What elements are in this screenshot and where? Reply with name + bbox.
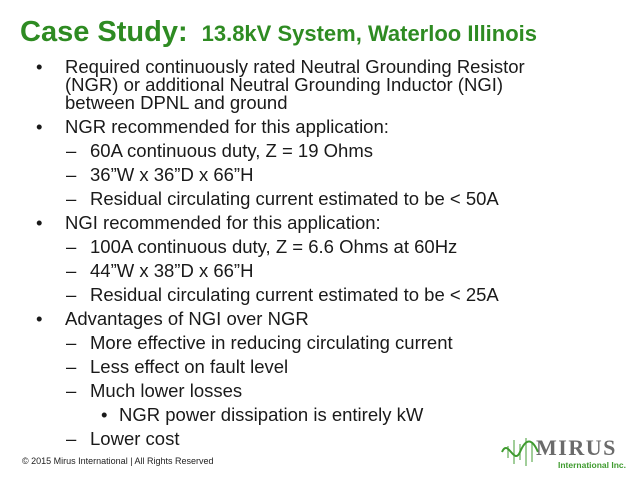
bullet-item-level-1 xyxy=(0,58,638,112)
bullet-text-line: Less effect on fault level xyxy=(90,356,289,377)
bullet-text-line: 60A continuous duty, Z = 19 Ohms xyxy=(90,140,373,161)
bullet-item-level-2 xyxy=(0,358,638,376)
bullet-item-level-2 xyxy=(0,142,638,160)
bullet-text xyxy=(90,238,638,256)
bullet-text-line: Residual circulating current estimated to be < 25A xyxy=(90,284,499,305)
bullet-text-line: Much lower losses xyxy=(90,380,243,401)
bullet-text xyxy=(65,310,638,328)
dash-marker: – xyxy=(66,356,77,377)
bullet-item-level-2 xyxy=(0,334,638,352)
dash-marker: – xyxy=(66,284,77,305)
bullet-item-level-2 xyxy=(0,262,638,280)
logo-wave-icon xyxy=(502,438,538,466)
bullet-text xyxy=(90,286,638,304)
bullet-item-level-2 xyxy=(0,166,638,184)
bullet-item-level-2 xyxy=(0,238,638,256)
bullet-item-level-1 xyxy=(0,118,638,136)
bullet-marker: • xyxy=(101,404,108,425)
bullet-item-level-1 xyxy=(0,310,638,328)
dash-marker: – xyxy=(66,332,77,353)
bullet-item-level-2 xyxy=(0,190,638,208)
dash-marker: – xyxy=(66,380,77,401)
bullet-text xyxy=(90,358,638,376)
bullet-text-line: Residual circulating current estimated to be < 50A xyxy=(90,188,499,209)
bullet-text-line: 44”W x 38”D x 66”H xyxy=(90,260,254,281)
bullet-text xyxy=(90,190,638,208)
logo-name: MIRUS xyxy=(536,435,617,460)
bullet-text xyxy=(90,382,638,400)
bullet-item-level-2 xyxy=(0,286,638,304)
bullet-text xyxy=(65,118,638,136)
dash-marker: – xyxy=(66,260,77,281)
bullet-marker: • xyxy=(36,308,43,329)
mirus-logo xyxy=(498,428,630,472)
bullet-text xyxy=(90,166,638,184)
dash-marker: – xyxy=(66,140,77,161)
bullet-list xyxy=(0,58,638,454)
bullet-marker: • xyxy=(36,116,43,137)
bullet-text-line: Required continuously rated Neutral Grounding Resistor xyxy=(65,56,525,77)
slide-title xyxy=(20,18,537,47)
bullet-text xyxy=(65,214,638,232)
bullet-text xyxy=(119,406,638,424)
logo-tagline: International Inc. xyxy=(558,460,627,470)
dash-marker: – xyxy=(66,428,77,449)
dash-marker: – xyxy=(66,236,77,257)
bullet-text-line: Advantages of NGI over NGR xyxy=(65,308,309,329)
bullet-text-line: More effective in reducing circulating current xyxy=(90,332,453,353)
bullet-text-line: 100A continuous duty, Z = 6.6 Ohms at 60Hz xyxy=(90,236,458,257)
title-main: Case Study: xyxy=(20,16,188,48)
copyright-footer: © 2015 Mirus International | All Rights Reserved xyxy=(22,456,214,466)
bullet-marker: • xyxy=(36,212,43,233)
bullet-marker: • xyxy=(36,56,43,77)
bullet-text-line: between DPNL and ground xyxy=(65,92,288,113)
bullet-text xyxy=(65,58,638,112)
bullet-text xyxy=(90,262,638,280)
bullet-item-level-1 xyxy=(0,214,638,232)
bullet-text-line: (NGR) or additional Neutral Grounding Inductor (NGI) xyxy=(65,74,504,95)
bullet-text xyxy=(90,142,638,160)
bullet-text-line: Lower cost xyxy=(90,428,180,449)
bullet-text-line: NGI recommended for this application: xyxy=(65,212,381,233)
bullet-text-line: NGR recommended for this application: xyxy=(65,116,389,137)
bullet-text-line: NGR power dissipation is entirely kW xyxy=(119,404,424,425)
dash-marker: – xyxy=(66,164,77,185)
bullet-text-line: 36”W x 36”D x 66”H xyxy=(90,164,254,185)
title-subtitle: 13.8kV System, Waterloo Illinois xyxy=(201,21,538,46)
dash-marker: – xyxy=(66,188,77,209)
bullet-item-level-2 xyxy=(0,382,638,400)
bullet-text xyxy=(90,334,638,352)
bullet-item-level-3 xyxy=(0,406,638,424)
